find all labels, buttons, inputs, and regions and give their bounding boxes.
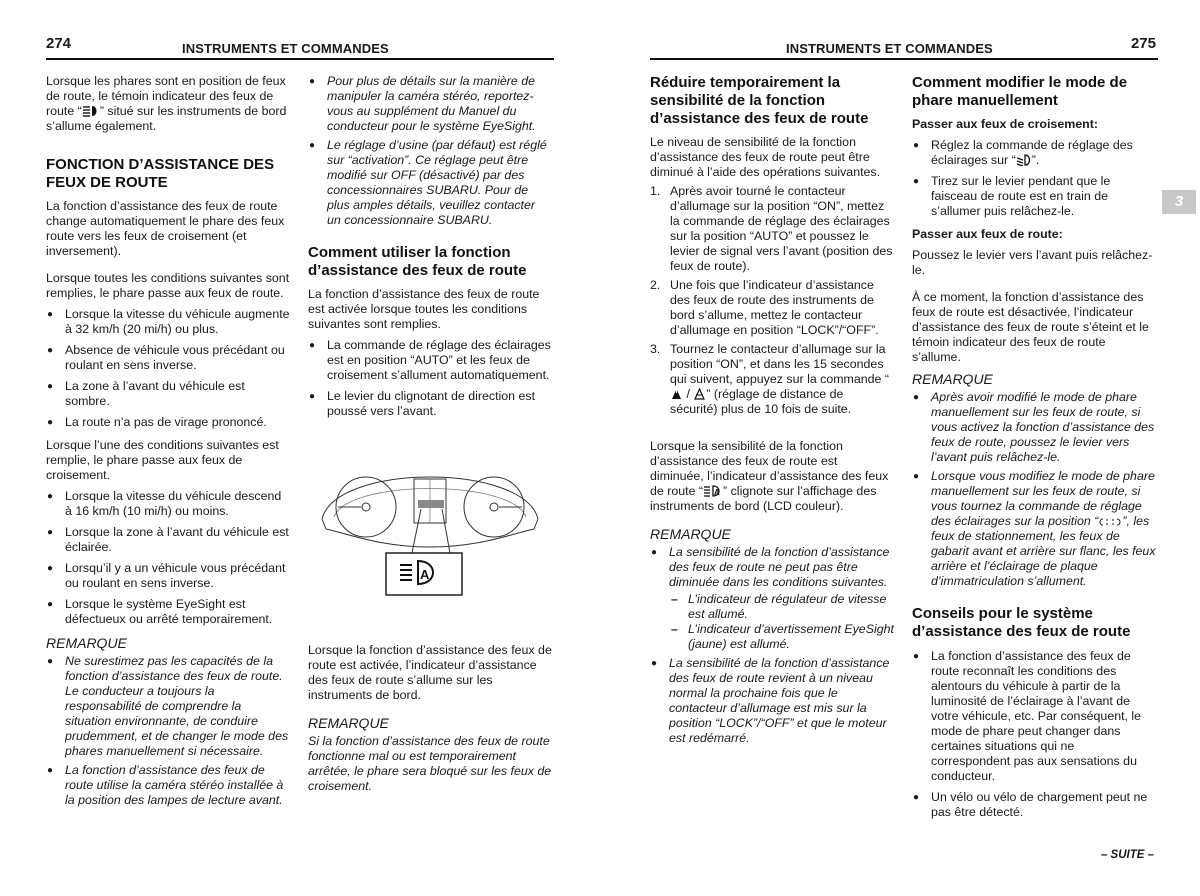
activation-conditions-list	[308, 338, 552, 419]
paragraph: Lorsque toutes les conditions suivantes sont remplies, le phare passe aux feux de route.	[46, 271, 290, 300]
section-heading-manual-mode: Comment modifier le mode de phare manuellement	[912, 74, 1128, 109]
column-1	[46, 74, 290, 816]
distance-setting-up-icon	[670, 388, 683, 400]
paragraph: Poussez le levier vers l’avant puis relâchez-le.	[912, 248, 1153, 277]
paragraph: Lorsque la sensibilité de la fonction d’assistance des feux de route est diminuée, l’indicateur d’assistance des feux de route “ A ” clignote sur l’affichage des instruments de bord (LCD couleur).	[650, 439, 889, 513]
remarks-list	[46, 654, 290, 808]
list-item: ● Le levier du clignotant de direction est poussé vers l’avant.	[308, 389, 552, 419]
column-2	[308, 74, 552, 806]
list-item: ● La fonction d’assistance des feux de route utilise la caméra stéréo installée à la position des lampes de lecture avant.	[46, 763, 290, 808]
low-beam-steps-list	[912, 138, 1156, 219]
list-item: ● Ne surestimez pas les capacités de la fonction d’assistance des feux de route. Le conducteur a toujours la responsabilité de comprendre la situation environnante, de conduire prudemment, et de changer le mode des phares manuellement si nécessaire.	[46, 654, 290, 759]
section-heading-reduce-sensitivity: Réduire temporairement la sensibilité de la fonction d’assistance des feux de route	[650, 74, 869, 127]
remarks-list	[650, 545, 894, 746]
paragraph: Lorsque la fonction d’assistance des feux de route est activée, l’indicateur d’assistance des feux de route s’allume sur les instruments de bord.	[308, 643, 552, 702]
high-beam-assist-icon	[703, 485, 723, 497]
remarks-list	[912, 390, 1156, 589]
chapter-tab: 3	[1162, 190, 1196, 214]
sub-conditions-list	[669, 592, 894, 652]
paragraph: Le niveau de sensibilité de la fonction d’assistance des feux de route peut être diminué à l’aide des opérations suivantes.	[650, 135, 881, 179]
list-item: ● Lorsque la vitesse du véhicule descend à 16 km/h (10 mi/h) ou moins.	[46, 489, 290, 519]
list-item: ● Après avoir modifié le mode de phare manuellement sur les feux de route, si vous activez la fonction d’assistance des feux de route, poussez le levier vers l’avant puis relâchez-le.	[912, 390, 1156, 465]
remarque-label: REMARQUE	[308, 715, 389, 731]
paragraph: La fonction d’assistance des feux de route est activée lorsque toutes les conditions suivantes sont remplies.	[308, 287, 540, 331]
list-item: ● La zone à l’avant du véhicule est sombre.	[46, 379, 290, 409]
list-item: ● Réglez la commande de réglage des éclairages sur “ ”.	[912, 138, 1156, 168]
svg-text:A: A	[420, 567, 430, 582]
tips-list	[912, 649, 1156, 820]
list-item: ● Lorsque vous modifiez le mode de phare manuellement sur les feux de route, si vous tournez la commande de réglage des éclairages sur la position “ ”, les feux de stationnement, les feux de gabarit avant et arrière sur flanc, les feux arrière et l’éclairage de plaque d’immatriculation s’allument.	[912, 469, 1156, 589]
list-item: ● La sensibilité de la fonction d’assistance des feux de route revient à un niveau normal la prochaine fois que le contacteur d’allumage est mis sur la position “LOCK”/“OFF” et que le moteur est redémarré.	[650, 656, 894, 746]
high-beam-icon	[82, 105, 100, 117]
remarks-list-continued	[308, 74, 552, 228]
list-item: ● Tirez sur le levier pendant que le faisceau de route est en train de s’allumer puis relâchez-le.	[912, 174, 1156, 219]
remarque-label: REMARQUE	[912, 371, 993, 387]
left-page-number: 274	[46, 35, 72, 52]
right-page-number: 275	[1130, 35, 1156, 52]
section-heading-assist: FONCTION D’ASSISTANCE DES FEUX DE ROUTE	[46, 156, 275, 191]
step-item: 3. Tournez le contacteur d’allumage sur la position “ON”, et dans les 15 secondes qui suivent, appuyez sur la commande “ / ” (réglage de distance de sécurité) plus de 10 fois de suite.	[650, 342, 890, 416]
list-item: ● La fonction d’assistance des feux de route reconnaît les conditions des alentours du véhicule à partir de la luminosité de l’éclairage à l’avant de votre véhicule, etc. Par conséquent, le mode de phare peut changer dans certaines situations qui ne correspondent pas aux sensations du conducteur.	[912, 649, 1156, 784]
highlighted-indicator-area	[418, 500, 444, 508]
list-item: ● Un vélo ou vélo de chargement peut ne pas être détecté.	[912, 790, 1156, 820]
steps-list	[650, 184, 894, 417]
list-item: ● Lorsque le système EyeSight est défectueux ou arrêté temporairement.	[46, 597, 290, 627]
list-item: ● Lorsque la zone à l’avant du véhicule est éclairée.	[46, 525, 290, 555]
right-header-title: INSTRUMENTS ET COMMANDES	[786, 41, 993, 56]
paragraph: À ce moment, la fonction d’assistance des feux de route est désactivée, l’indicateur d’assistance des feux de route s’éteint et le témoin indicateur des feux de route s’allume.	[912, 290, 1149, 364]
paragraph: Lorsque l’une des conditions suivantes est remplie, le phare passe aux feux de croisement.	[46, 438, 279, 482]
list-item: ● Le réglage d’usine (par défaut) est réglé sur “activation”. Ce réglage peut être modifié sur OFF (désactivé) par des concessionnaires SUBARU. Pour de plus amples détails, veuillez contacter un concessionnaire SUBARU.	[308, 138, 552, 228]
remarque-label: REMARQUE	[46, 635, 127, 651]
intro-paragraph: Lorsque les phares sont en position de feux de route, le témoin indicateur des feux de route “ ” situé sur les instruments de bord s’allume également.	[46, 74, 287, 133]
column-3	[650, 74, 894, 754]
section-heading-tips: Conseils pour le système d’assistance des feux de route	[912, 605, 1131, 640]
list-item: ● La route n’a pas de virage prononcé.	[46, 415, 290, 430]
list-item: ● Absence de véhicule vous précédant ou roulant en sens inverse.	[46, 343, 290, 373]
left-page-header	[46, 35, 554, 60]
remarque-label: REMARQUE	[650, 526, 731, 542]
conditions-high-beam-list	[46, 307, 290, 430]
left-header-title: INSTRUMENTS ET COMMANDES	[182, 41, 389, 56]
list-item: ● La sensibilité de la fonction d’assistance des feux de route ne peut pas être diminuée dans les conditions suivantes. – L’indicateur de régulateur de vitesse est allumé. – L’indicateur d’avertissement EyeSight (jaune) est allumé.	[650, 545, 894, 652]
distance-setting-down-icon	[693, 388, 706, 400]
subheading-low-beam: Passer aux feux de croisement:	[912, 117, 1098, 131]
list-item: ● Lorsqu’il y a un véhicule vous précédant ou roulant en sens inverse.	[46, 561, 290, 591]
remark-text: Si la fonction d’assistance des feux de route fonctionne mal ou est temporairement arrêtée, le phare sera bloqué sur les feux de croisement.	[308, 734, 552, 793]
continued-footer: – SUITE –	[1100, 849, 1154, 861]
low-beam-icon	[1016, 154, 1032, 166]
sub-list-item: – L’indicateur de régulateur de vitesse est allumé.	[669, 592, 894, 622]
svg-text:A: A	[714, 488, 720, 497]
sub-list-item: – L’indicateur d’avertissement EyeSight (jaune) est allumé.	[669, 622, 894, 652]
right-page-header	[650, 35, 1158, 60]
parking-light-icon	[1098, 517, 1122, 527]
list-item: ● Pour plus de détails sur la manière de manipuler la caméra stéréo, reportez-vous au supplément du Manuel du conducteur pour le système EyeSight.	[308, 74, 552, 134]
subheading-high-beam: Passer aux feux de route:	[912, 227, 1063, 241]
step-item: 2. Une fois que l’indicateur d’assistance des feux de route des instruments de bord s’allume, mettez le contacteur d’allumage en position “LOCK”/“OFF”.	[650, 278, 879, 337]
list-item: ● La commande de réglage des éclairages est en position “AUTO” et les feux de croisement s’allument automatiquement.	[308, 338, 552, 383]
conditions-low-beam-list	[46, 489, 290, 627]
paragraph: La fonction d’assistance des feux de route change automatiquement le phare des feux route vers les feux de croisement (et inversement).	[46, 199, 285, 258]
section-heading-how-to-use: Comment utiliser la fonction d’assistance des feux de route	[308, 244, 527, 279]
column-4	[912, 74, 1156, 828]
step-item: 1. Après avoir tourné le contacteur d’allumage sur la position “ON”, mettez la commande de réglage des éclairages sur la position “AUTO” et poussez le levier de signal vers l’avant (position des feux de route).	[650, 184, 893, 273]
list-item: ● Lorsque la vitesse du véhicule augmente à 32 km/h (20 mi/h) ou plus.	[46, 307, 290, 337]
instrument-cluster-diagram	[308, 457, 552, 625]
